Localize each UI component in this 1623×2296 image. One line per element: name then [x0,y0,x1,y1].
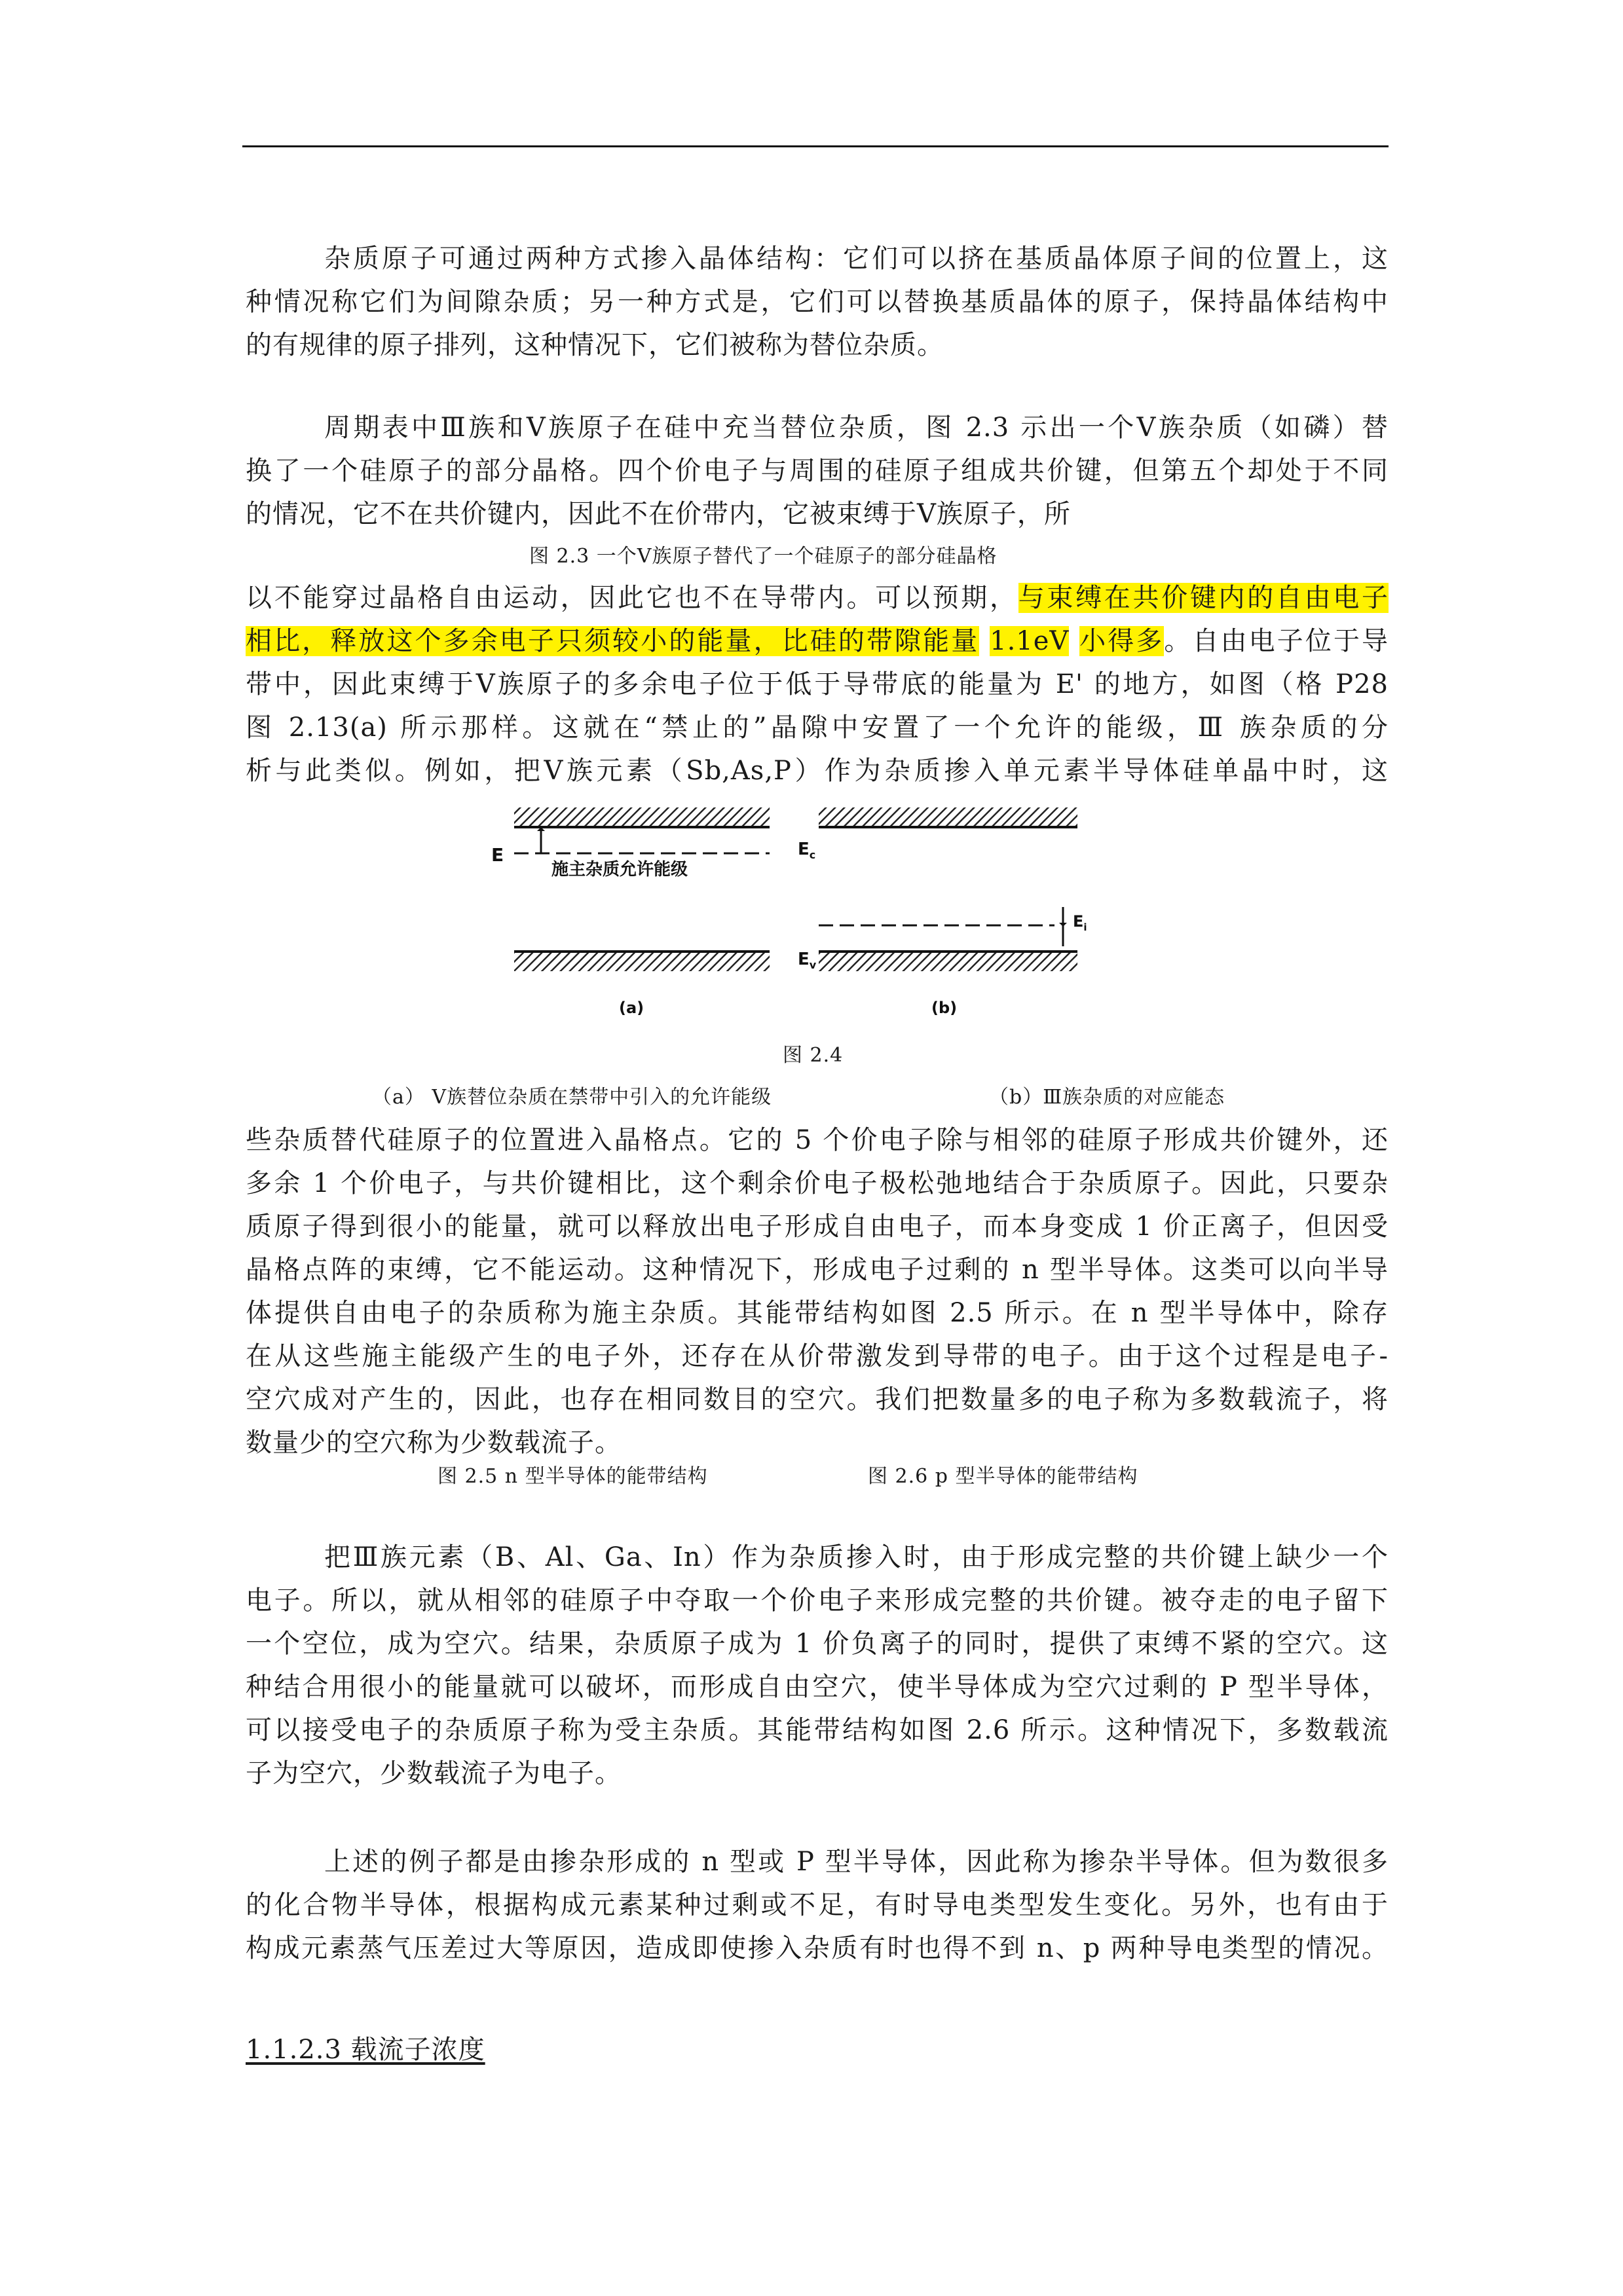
label-Ec: $E_c$ [798,840,816,861]
label-panel-a: (a) [619,999,644,1017]
section-heading: 1.1.2.3 载流子浓度 [246,2035,485,2065]
highlighted-text: 1.1eV [990,626,1070,656]
conduction-band-b [819,807,1077,827]
highlighted-text: 相比，释放这个多余电子只须较小的能量，比硅的带隙能量 [246,626,980,656]
label-panel-b: (b) [931,999,958,1017]
highlighted-text: 小得多 [1079,626,1165,656]
paragraph-p-type: 把Ⅲ族元素（B、Al、Ga、In）作为杂质掺入时，由于形成完整的共价键上缺少一个 电子。所以，就从相邻的硅原子中夺取一个价电子来形成完整的共价键。被夺走的电子留下 一个空位，成为空穴。结果，杂质原子成为 1 价负离子的同时，提供了束缚不紧的空穴。这 种结合用很小的能量就可以破坏，而形成自由空穴，使半导体成为空穴过剩的 P 型半导体， 可以接受电子的杂质原子称为受主杂质。其能带结构如图 2.6 所示。这种情况下，多数载流 子为空穴，少数载流子为电子。 [246,1542,1389,1788]
header-rule [242,145,1389,147]
label-Ev: $E_v$ [798,950,817,971]
figure-2-5-caption: 图 2.5 n 型半导体的能带结构 [438,1465,708,1488]
paragraph-doped-semiconductor: 上述的例子都是由掺杂形成的 n 型或 P 型半导体，因此称为掺杂半导体。但为数很多 的化合物半导体，根据构成元素某种过剩或不足，有时导电类型发生变化。另外，也有由于 构成元素蒸气压差过大等原因，造成即使掺入杂质有时也得不到 n、p 两种导电类型的情况。 [246,1847,1389,1963]
paragraph-interstitial-substitutional: 杂质原子可通过两种方式掺入晶体结构：它们可以挤在基质晶体原子间的位置上，这 种情况称它们为间隙杂质；另一种方式是，它们可以替换基质晶体的原子，保持晶体结构中 的有规律的原子排列，这种情况下，它们被称为替位杂质。 [246,244,1389,360]
band-diagram-figure [478,802,1100,1018]
figure-2-6-caption: 图 2.6 p 型半导体的能带结构 [868,1465,1138,1488]
conduction-band-a [514,807,770,827]
label-Ei: $E_i$ [1073,912,1087,933]
figure-2-3-caption: 图 2.3 一个Ⅴ族原子替代了一个硅原子的部分硅晶格 [529,545,998,568]
paragraph-n-type: 些杂质替代硅原子的位置进入晶格点。它的 5 个价电子除与相邻的硅原子形成共价键外，还 多余 1 个价电子，与共价键相比，这个剩余价电子极松弛地结合于杂质原子。因此，只要杂 质原子得到很小的能量，就可以释放出电子形成自由电子，而本身变成 1 价正离子，但因受 晶格点阵的束缚，它不能运动。这种情况下，形成电子过剩的 n 型半导体。这类可以向半导 体提供自由电子的杂质称为施主杂质。其能带结构如图 2.5 所示。在 n 型半导体中，除存 在从这些施主能级产生的电子外，还存在从价带激发到导带的电子。由于这个过程是电子- 空穴成对产生的，因此，也存在相同数目的空穴。我们把数量多的电子称为多数载流子，将 数量少的空穴称为少数载流子。 [246,1125,1389,1458]
figure-2-4-subcaption-b: （b）Ⅲ族杂质的对应能态 [989,1086,1225,1109]
highlighted-text: 与束缚在共价键内的自由电子 [1018,583,1389,613]
figure-2-4-caption: 图 2.4 [783,1044,844,1067]
label-E: E [491,844,504,866]
paragraph-donor-level: 以不能穿过晶格自由运动，因此它也不在导带内。可以预期，与束缚在共价键内的自由电子 相比，释放这个多余电子只须较小的能量，比硅的带隙能量 1.1eV 小得多。自由电子位于导 带中，因此束缚于Ⅴ族原子的多余电子位于低于导带底的能量为 E' 的地方，如图（格 P28 图 2.13(a) 所示那样。这就在“禁止的”晶隙中安置了一个允许的能级，Ⅲ 族杂质的分 析与此类似。例如，把Ⅴ族元素（Sb,As,P）作为杂质掺入单元素半导体硅单晶中时，这 [246,583,1389,786]
paragraph-group-v-impurity: 周期表中Ⅲ族和Ⅴ族原子在硅中充当替位杂质，图 2.3 示出一个Ⅴ族杂质（如磷）替 换了一个硅原子的部分晶格。四个价电子与周围的硅原子组成共价键，但第五个却处于不同 的情况，它不在共价键内，因此不在价带内，它被束缚于Ⅴ族原子，所 [246,413,1389,529]
figure-2-4-subcaption-a: （a） Ⅴ族替位杂质在禁带中引入的允许能级 [372,1086,772,1109]
valence-band-b [819,952,1077,971]
valence-band-a [514,952,770,971]
label-donor-level: 施主杂质允许能级 [551,860,688,880]
